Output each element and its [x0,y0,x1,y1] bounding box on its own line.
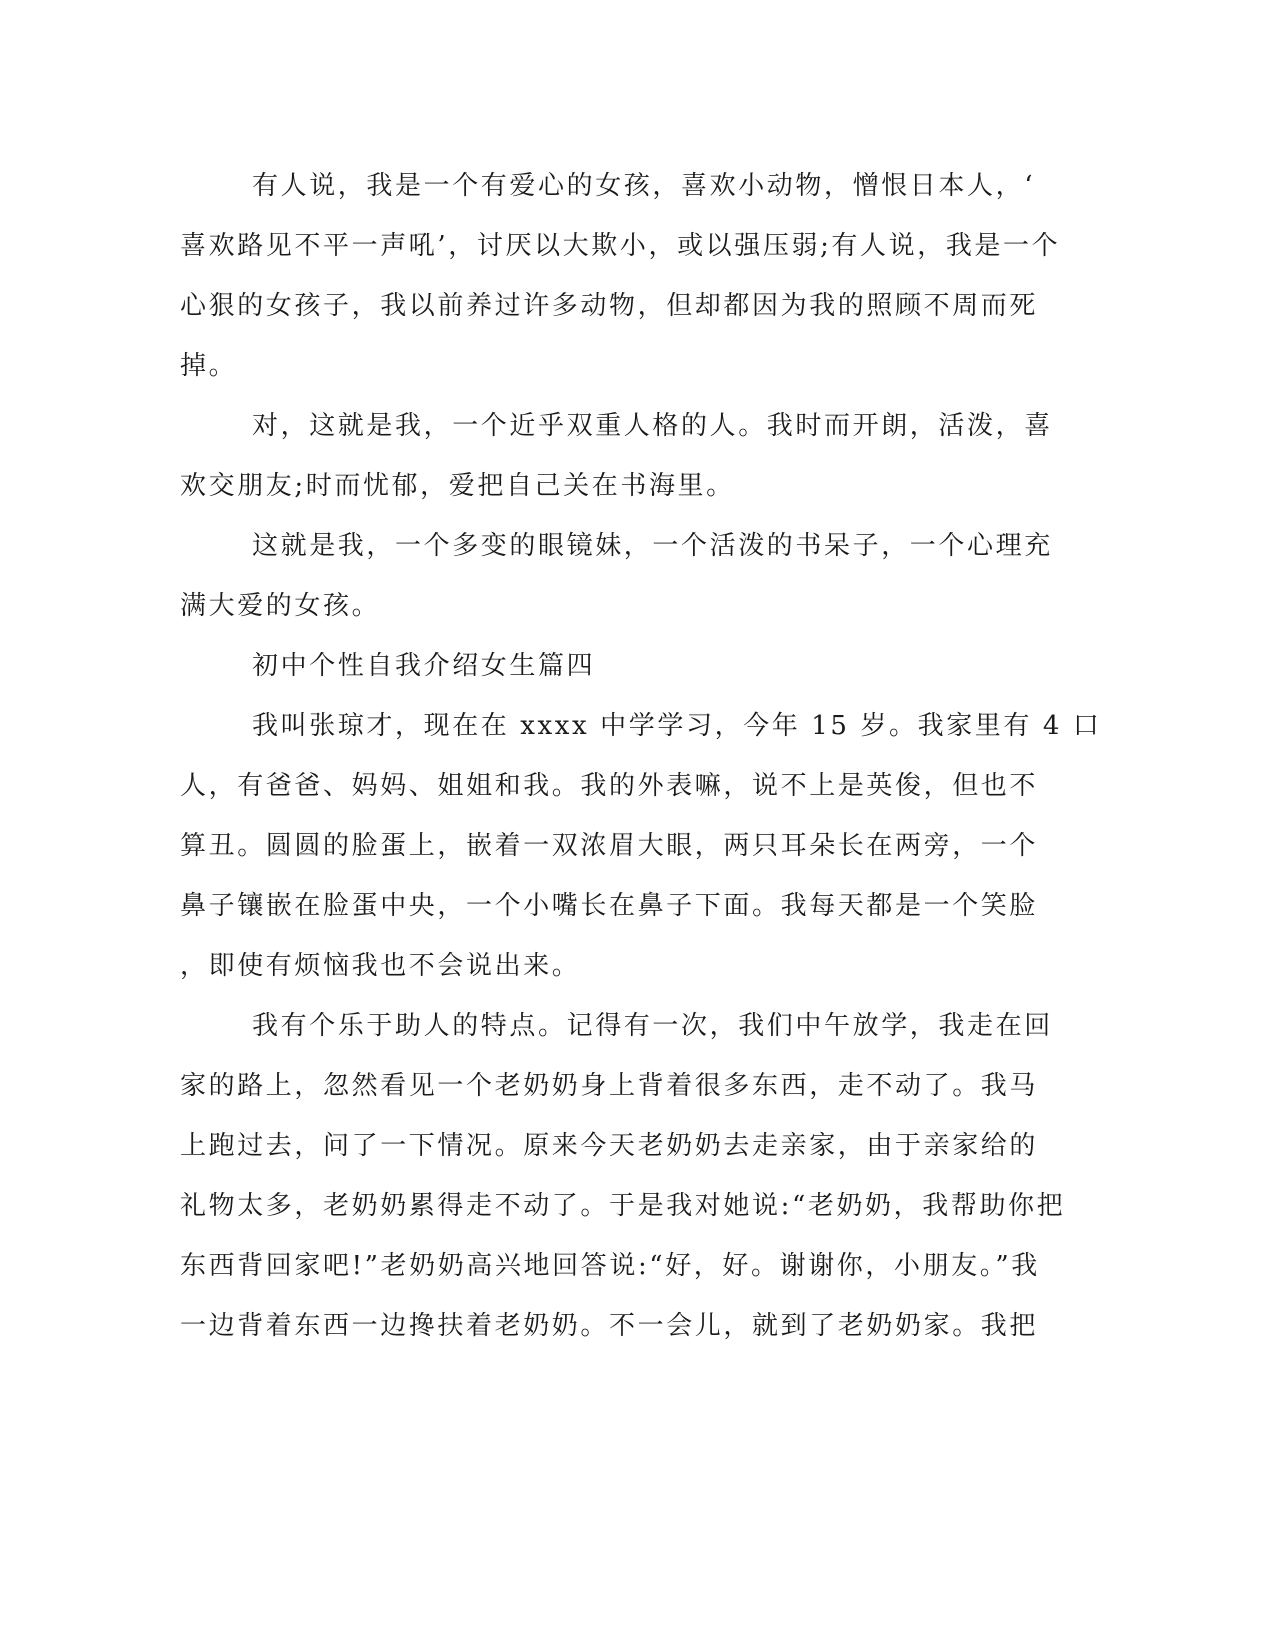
paragraph-line: 东西背回家吧!”老奶奶高兴地回答说:“好，好。谢谢你，小朋友。”我 [180,1251,1040,1281]
paragraph-line: 鼻子镶嵌在脸蛋中央，一个小嘴长在鼻子下面。我每天都是一个笑脸 [180,891,1039,921]
paragraph-line: 上跑过去，问了一下情况。原来今天老奶奶去走亲家，由于亲家给的 [180,1131,1039,1161]
paragraph-line: 喜欢路见不平一声吼’，讨厌以大欺小，或以强压弱;有人说，我是一个 [180,231,1061,261]
document-body [180,156,1102,1356]
paragraph-line: ，即使有烦恼我也不会说出来。 [180,951,581,981]
paragraph-line: 礼物太多，老奶奶累得走不动了。于是我对她说:“老奶奶，我帮助你把 [180,1191,1066,1221]
paragraph-line: 我有个乐于助人的特点。记得有一次，我们中午放学，我走在回 [252,1011,1053,1041]
paragraph-line: 算丑。圆圆的脸蛋上，嵌着一双浓眉大眼，两只耳朵长在两旁，一个 [180,831,1039,861]
section-heading: 初中个性自我介绍女生篇四 [252,651,596,681]
paragraph-line: 心狠的女孩子，我以前养过许多动物，但却都因为我的照顾不周而死 [180,291,1039,321]
paragraph-line: 人，有爸爸、妈妈、姐姐和我。我的外表嘛，说不上是英俊，但也不 [180,771,1039,801]
paragraph-line: 我叫张琼才，现在在 xxxx 中学学习，今年 15 岁。我家里有 4 口 [252,711,1102,741]
paragraph-line: 欢交朋友;时而忧郁，爱把自己关在书海里。 [180,471,735,501]
paragraph-line: 一边背着东西一边搀扶着老奶奶。不一会儿，就到了老奶奶家。我把 [180,1311,1039,1341]
paragraph-line: 有人说，我是一个有爱心的女孩，喜欢小动物，憎恨日本人，‘ [252,171,1036,201]
paragraph-line: 家的路上，忽然看见一个老奶奶身上背着很多东西，走不动了。我马 [180,1071,1039,1101]
paragraph-line: 掉。 [180,351,238,381]
paragraph-line: 对，这就是我，一个近乎双重人格的人。我时而开朗，活泼，喜 [252,411,1053,441]
paragraph-line: 这就是我，一个多变的眼镜妹，一个活泼的书呆子，一个心理充 [252,531,1053,561]
paragraph-line: 满大爱的女孩。 [180,591,381,621]
